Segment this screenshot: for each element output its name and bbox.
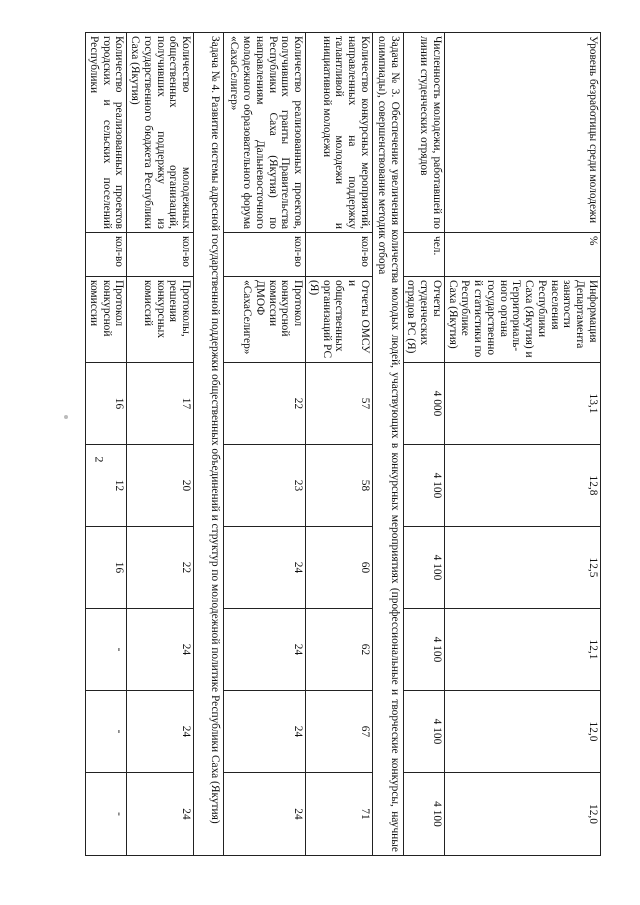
unit-cell: кол-во bbox=[306, 233, 373, 277]
value-cell: 62 bbox=[306, 609, 373, 691]
table-row bbox=[403, 33, 444, 856]
value-cell: 12,1 bbox=[444, 609, 600, 691]
indicator-name: Уровень безработицы среди молодежи bbox=[444, 33, 600, 233]
value-cell: 23 bbox=[224, 445, 306, 527]
indicators-table bbox=[85, 32, 601, 856]
value-cell: 24 bbox=[224, 773, 306, 856]
value-cell: 12,0 bbox=[444, 773, 600, 856]
value-cell: 16 bbox=[86, 527, 127, 609]
value-cell: 24 bbox=[127, 773, 194, 856]
table-row bbox=[127, 33, 194, 856]
value-cell: 4 100 bbox=[403, 445, 444, 527]
table-row bbox=[86, 33, 127, 856]
source-cell: Информация Департамента занятости населения Республики Саха (Якутия) и Территориаль-ного органа государственной статистики по Республике Саха (Якутия) bbox=[444, 277, 600, 363]
value-cell: - bbox=[86, 773, 127, 856]
value-cell: 4 100 bbox=[403, 691, 444, 773]
scan-mark bbox=[64, 415, 68, 419]
value-cell: 22 bbox=[127, 527, 194, 609]
value-cell: - bbox=[86, 609, 127, 691]
source-cell: Протокол конкурсной комиссии ДМОФ «СахаСелигер» bbox=[224, 277, 306, 363]
section-heading: Задача № 4. Развитие системы адресной государственной поддержки общественных объединений и структур по молодежной политике Республики Саха (Якутия) bbox=[194, 33, 224, 856]
source-cell: Протокол конкурсной комиссии bbox=[86, 277, 127, 363]
value-cell: 71 bbox=[306, 773, 373, 856]
value-cell: 4 100 bbox=[403, 773, 444, 856]
table-row bbox=[444, 33, 600, 856]
value-cell: 24 bbox=[127, 691, 194, 773]
value-cell: - bbox=[86, 691, 127, 773]
indicator-name: Количество молодежных общественных организаций, получивших поддержку из государственного бюджета Республики Саха (Якутия) bbox=[127, 33, 194, 233]
page-number: 2 bbox=[92, 456, 107, 463]
indicator-name: Количество реализованных проектов, получивших гранты Правительства Республики Саха (Якутия) по направлениям Дальневосточного молодежного образовательного форума «СахаСелигер» bbox=[224, 33, 306, 233]
table-body bbox=[86, 33, 601, 856]
indicator-name: Количество реализованных проектов городских и сельских поселений Республики bbox=[86, 33, 127, 233]
table-row bbox=[224, 33, 306, 856]
table-row bbox=[306, 33, 373, 856]
value-cell: 60 bbox=[306, 527, 373, 609]
value-cell: 12,0 bbox=[444, 691, 600, 773]
value-cell: 20 bbox=[127, 445, 194, 527]
value-cell: 24 bbox=[127, 609, 194, 691]
unit-cell: кол-во bbox=[224, 233, 306, 277]
value-cell: 22 bbox=[224, 363, 306, 445]
unit-cell: чел. bbox=[403, 233, 444, 277]
value-cell: 67 bbox=[306, 691, 373, 773]
section-row bbox=[372, 33, 403, 856]
source-cell: Отчеты ОМСУ и общественных организаций РС (Я) bbox=[306, 277, 373, 363]
value-cell: 24 bbox=[224, 691, 306, 773]
value-cell: 57 bbox=[306, 363, 373, 445]
value-cell: 12,8 bbox=[444, 445, 600, 527]
value-cell: 4 100 bbox=[403, 609, 444, 691]
value-cell: 13,1 bbox=[444, 363, 600, 445]
unit-cell: кол-во bbox=[86, 233, 127, 277]
value-cell: 4 000 bbox=[403, 363, 444, 445]
rotated-page bbox=[78, 32, 601, 855]
unit-cell: % bbox=[444, 233, 600, 277]
section-heading: Задача № 3. Обеспечение увеличения количества молодых людей, участвующих в конкурсных мероприятиях (профессиональные и творческие конкурсы, научные олимпиады), совершенствование методик отбора bbox=[372, 33, 403, 856]
value-cell: 12,5 bbox=[444, 527, 600, 609]
value-cell: 17 bbox=[127, 363, 194, 445]
indicator-name: Численность молодежи, работавшей по линии студенческих отрядов bbox=[403, 33, 444, 233]
value-cell: 58 bbox=[306, 445, 373, 527]
value-cell: 24 bbox=[224, 609, 306, 691]
source-cell: Протоколы, решения конкурсных комиссий bbox=[127, 277, 194, 363]
source-cell: Отчеты студенческих отрядов РС (Я) bbox=[403, 277, 444, 363]
section-row bbox=[194, 33, 224, 856]
value-cell: 16 bbox=[86, 363, 127, 445]
value-cell: 24 bbox=[224, 527, 306, 609]
unit-cell: кол-во bbox=[127, 233, 194, 277]
value-cell: 4 100 bbox=[403, 527, 444, 609]
value-cell: 12 bbox=[86, 445, 127, 527]
indicator-name: Количество конкурсных мероприятий, направленных на поддержку талантливой молодежи и инициативной молодежи bbox=[306, 33, 373, 233]
